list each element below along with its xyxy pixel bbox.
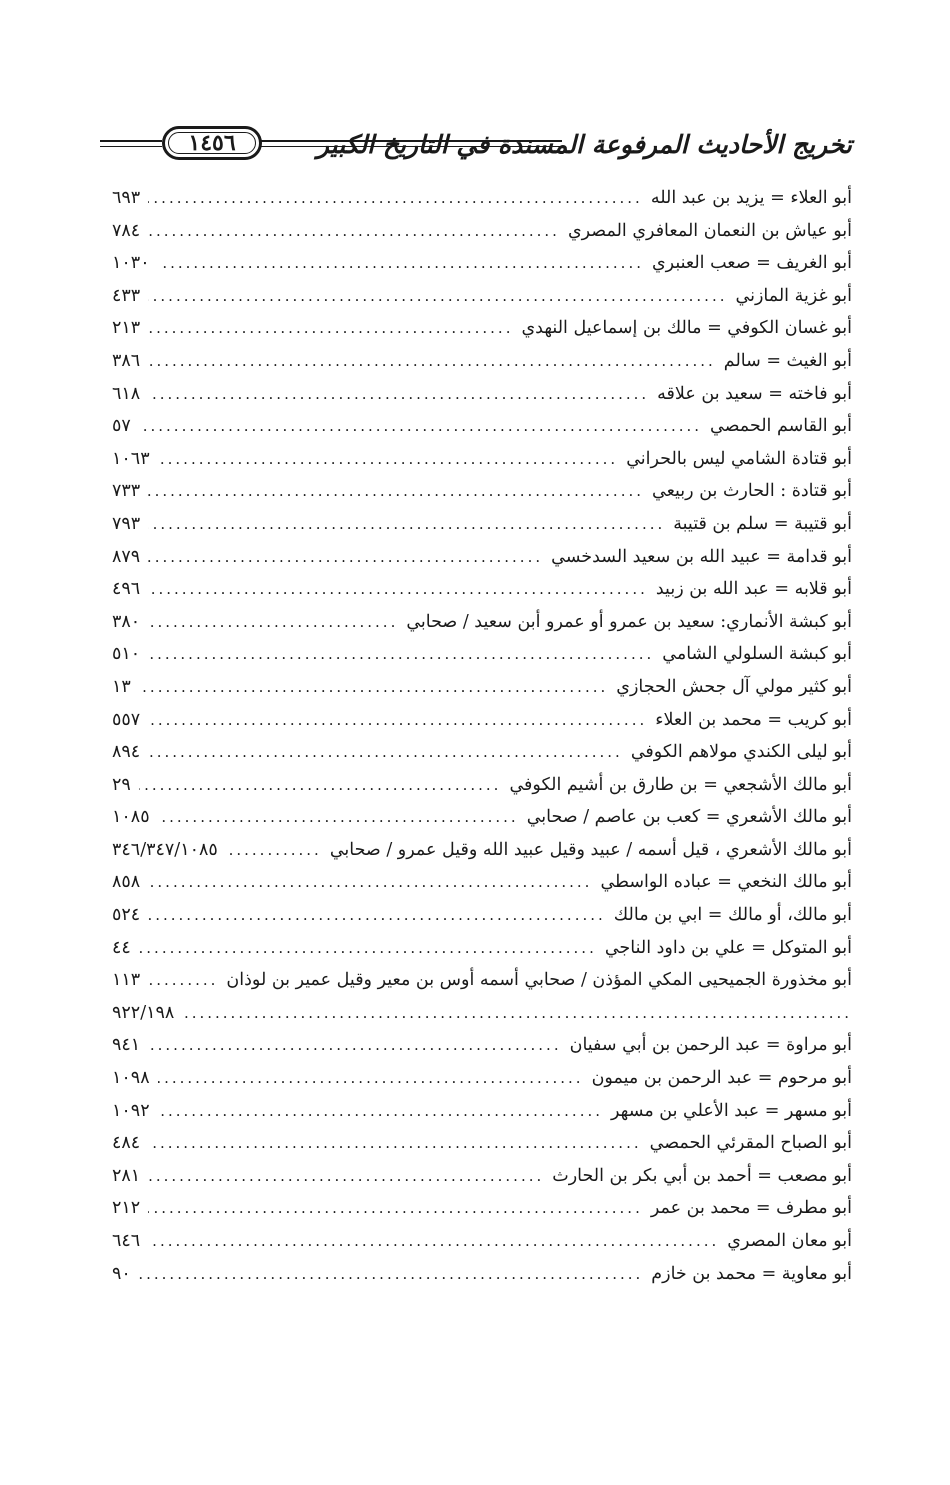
dot-leader bbox=[148, 222, 560, 240]
dot-leader bbox=[158, 808, 519, 826]
entry-name: أبو معاوية = محمد بن خازم bbox=[651, 1263, 852, 1284]
index-entry bbox=[112, 872, 852, 905]
index-entry bbox=[112, 286, 852, 319]
entry-name: أبو قتادة : الحارث بن ربيعي bbox=[652, 481, 852, 502]
entry-reference: ٥٢٤ bbox=[112, 905, 141, 926]
index-entry bbox=[112, 612, 852, 645]
entry-name: أبو قتادة الشامي ليس بالحراني bbox=[626, 448, 852, 469]
entry-name: أبو مالك الأشعري = كعب بن عاصم / صحابي bbox=[526, 807, 852, 828]
index-entry-continuation bbox=[112, 1003, 852, 1036]
index-entry bbox=[112, 318, 852, 351]
dot-leader bbox=[139, 1265, 643, 1283]
entry-reference: ٦١٨ bbox=[112, 383, 141, 404]
dot-leader bbox=[139, 939, 597, 957]
header-rule bbox=[260, 140, 562, 142]
dot-leader bbox=[148, 189, 643, 207]
index-entry bbox=[112, 221, 852, 254]
entry-name: أبو الغيث = سالم bbox=[723, 350, 852, 371]
index-entry bbox=[112, 807, 852, 840]
entry-reference: ٦٩٣ bbox=[112, 188, 141, 208]
entry-reference: ٦٤٦ bbox=[112, 1231, 141, 1251]
index-entry bbox=[112, 905, 852, 938]
dot-leader bbox=[148, 743, 623, 761]
entry-reference: ٥٥٧ bbox=[112, 709, 141, 730]
entry-reference: ١٠٩٢ bbox=[112, 1100, 150, 1121]
entry-name: أبو عياش بن النعمان المعافري المصري bbox=[567, 220, 852, 241]
entry-name: أبو مسهر = عبد الأعلي بن مسهر bbox=[611, 1100, 852, 1121]
index-entry bbox=[112, 1035, 852, 1068]
running-title: تخريج الأحاديث المرفوعة المسندة في التاريخ الكبير bbox=[316, 130, 852, 159]
index-entry bbox=[112, 742, 852, 775]
dot-leader bbox=[148, 352, 716, 370]
header-rule bbox=[100, 140, 162, 142]
dot-leader bbox=[148, 1036, 561, 1054]
index-entry bbox=[112, 775, 852, 808]
dot-leader bbox=[148, 1167, 544, 1185]
dot-leader bbox=[226, 841, 322, 859]
entry-name: أبو مالك، أو مالك = ابي بن مالك bbox=[613, 905, 852, 926]
index-entry bbox=[112, 1101, 852, 1134]
entry-name: أبو القاسم الحمصي bbox=[710, 416, 852, 437]
dot-leader bbox=[148, 548, 543, 566]
dot-leader bbox=[148, 906, 606, 924]
entry-reference: ٨٩٤ bbox=[112, 742, 141, 763]
entry-reference: ١١٣ bbox=[112, 970, 141, 991]
index-entry bbox=[112, 481, 852, 514]
index-entry bbox=[112, 351, 852, 384]
dot-leader bbox=[148, 580, 648, 598]
entry-name: أبو قتيبة = سلم بن قتيبة bbox=[673, 513, 852, 534]
entry-reference: ٨٥٨ bbox=[112, 872, 141, 893]
entry-reference: ٢٨١ bbox=[112, 1165, 141, 1186]
dot-leader bbox=[182, 1004, 852, 1022]
entry-name: أبو كثير مولي آل جحش الحجازي bbox=[616, 676, 852, 697]
dot-leader bbox=[148, 385, 649, 403]
dot-leader bbox=[148, 873, 592, 891]
page-number: ١٤٥٦ bbox=[188, 130, 236, 156]
entry-reference: ٢١٣ bbox=[112, 318, 141, 339]
index-entry bbox=[112, 579, 852, 612]
dot-leader bbox=[148, 1134, 641, 1152]
page-number-badge bbox=[162, 126, 262, 160]
entry-name: أبو المتوكل = علي بن داود الناجي bbox=[604, 937, 852, 958]
index-entry bbox=[112, 1198, 852, 1231]
entry-name: أبو قلابه = عبد الله بن زبيد bbox=[655, 579, 852, 600]
index-entry bbox=[112, 514, 852, 547]
entry-reference: ٢٩ bbox=[112, 774, 131, 795]
entry-reference: ٧٨٤ bbox=[112, 220, 141, 241]
entry-name: أبو مطرف = محمد بن عمر bbox=[650, 1198, 852, 1219]
entry-reference: ٧٣٣ bbox=[112, 481, 141, 502]
index-entry bbox=[112, 1068, 852, 1101]
entry-name: أبو مالك النخعي = عباده الواسطي bbox=[600, 872, 852, 893]
dot-leader bbox=[148, 711, 647, 729]
index-entry bbox=[112, 416, 852, 449]
dot-leader bbox=[148, 1232, 719, 1250]
entry-reference: ٩٠ bbox=[112, 1263, 131, 1284]
index-entry bbox=[112, 1231, 852, 1264]
index-entry bbox=[112, 188, 852, 221]
entry-name: أبو مالك الأشجعي = بن طارق بن أشيم الكوفي bbox=[509, 774, 852, 795]
index-entry bbox=[112, 840, 852, 873]
index-entry bbox=[112, 644, 852, 677]
entry-name: أبو معان المصري bbox=[727, 1231, 852, 1251]
dot-leader bbox=[158, 1069, 584, 1087]
dot-leader bbox=[148, 515, 665, 533]
entry-reference: ٣٨٦ bbox=[112, 350, 141, 371]
dot-leader bbox=[148, 287, 727, 305]
entry-reference: ٣٨٠ bbox=[112, 611, 141, 632]
index-entry bbox=[112, 384, 852, 417]
entry-name: أبو غزية المازني bbox=[735, 285, 852, 306]
index-entry bbox=[112, 449, 852, 482]
entry-reference: ٤٨٤ bbox=[112, 1133, 141, 1154]
entry-name: أبو فاخته = سعيد بن علاقه bbox=[657, 383, 852, 404]
entry-name: أبو كبشة الأنماري: سعيد بن عمرو أو عمرو أبن سعيد / صحابي bbox=[406, 611, 852, 632]
dot-leader bbox=[148, 1199, 643, 1217]
entry-name: أبو مصعب = أحمد بن أبي بكر بن الحارث bbox=[552, 1165, 852, 1186]
entry-reference: ٥١٠ bbox=[112, 644, 141, 665]
dot-leader bbox=[139, 776, 502, 794]
index-entry bbox=[112, 1264, 852, 1297]
entry-reference: ٩٤١ bbox=[112, 1035, 141, 1056]
dot-leader bbox=[158, 1102, 603, 1120]
index-entry bbox=[112, 710, 852, 743]
page-header bbox=[100, 122, 852, 172]
entry-reference: ٢١٢ bbox=[112, 1198, 141, 1219]
dot-leader bbox=[148, 482, 644, 500]
entry-reference: ٨٧٩ bbox=[112, 546, 141, 567]
entry-reference: ١٠٩٨ bbox=[112, 1068, 150, 1089]
entry-reference: ٤٤ bbox=[112, 937, 131, 958]
header-rule bbox=[100, 146, 162, 147]
dot-leader bbox=[158, 450, 619, 468]
dot-leader bbox=[148, 319, 513, 337]
entry-reference: ٤٣٣ bbox=[112, 285, 141, 306]
entry-reference: ٥٧ bbox=[112, 416, 131, 437]
entry-name: أبو قدامة = عبيد الله بن سعيد السدخسي bbox=[551, 546, 852, 567]
index-entry bbox=[112, 970, 852, 1003]
index-entry bbox=[112, 938, 852, 971]
entry-name: أبو غسان الكوفي = مالك بن إسماعيل النهدي bbox=[521, 318, 852, 339]
dot-leader bbox=[148, 645, 654, 663]
entry-name: أبو العلاء = يزيد بن عبد الله bbox=[650, 188, 852, 208]
entry-name: أبو كريب = محمد بن العلاء bbox=[655, 709, 852, 730]
index-entry bbox=[112, 547, 852, 580]
header-rule bbox=[260, 146, 562, 147]
entry-reference: ٩٢٢/١٩٨ bbox=[112, 1002, 175, 1023]
entry-reference: ١٣ bbox=[112, 676, 131, 697]
entry-reference: ١٠٣٠ bbox=[112, 253, 150, 274]
index-entry bbox=[112, 253, 852, 286]
dot-leader bbox=[148, 613, 398, 631]
entry-reference: ١٠٨٥ bbox=[112, 807, 150, 828]
entry-name: أبو مخذورة الجميحيى المكي المؤذن / صحابي أسمه أوس بن معير وقيل عمير بن لوذان bbox=[226, 970, 852, 991]
entry-reference: ٧٩٣ bbox=[112, 513, 141, 534]
entry-name: أبو الصباح المقرئي الحمصي bbox=[649, 1133, 852, 1154]
index-list bbox=[112, 188, 852, 1296]
index-entry bbox=[112, 1166, 852, 1199]
index-entry bbox=[112, 1133, 852, 1166]
dot-leader bbox=[139, 678, 608, 696]
dot-leader bbox=[139, 417, 702, 435]
dot-leader bbox=[148, 971, 218, 989]
entry-name: أبو ليلى الكندي مولاهم الكوفي bbox=[630, 742, 852, 763]
entry-name: أبو مالك الأشعري ، قيل أسمه / عبيد وقيل عبيد الله وقيل عمرو / صحابي bbox=[329, 839, 852, 860]
entry-name: أبو كبشة السلولي الشامي bbox=[662, 644, 852, 665]
entry-name: أبو الغريف = صعب العنبري bbox=[651, 253, 852, 274]
dot-leader bbox=[158, 254, 644, 272]
entry-reference: ٤٩٦ bbox=[112, 579, 141, 600]
index-entry bbox=[112, 677, 852, 710]
entry-reference: ١٠٦٣ bbox=[112, 448, 150, 469]
entry-name: أبو مراوة = عبد الرحمن بن أبي سفيان bbox=[569, 1035, 852, 1056]
entry-name: أبو مرحوم = عبد الرحمن بن ميمون bbox=[591, 1068, 852, 1089]
entry-reference: ٣٤٦/٣٤٧/١٠٨٥ bbox=[112, 839, 218, 860]
